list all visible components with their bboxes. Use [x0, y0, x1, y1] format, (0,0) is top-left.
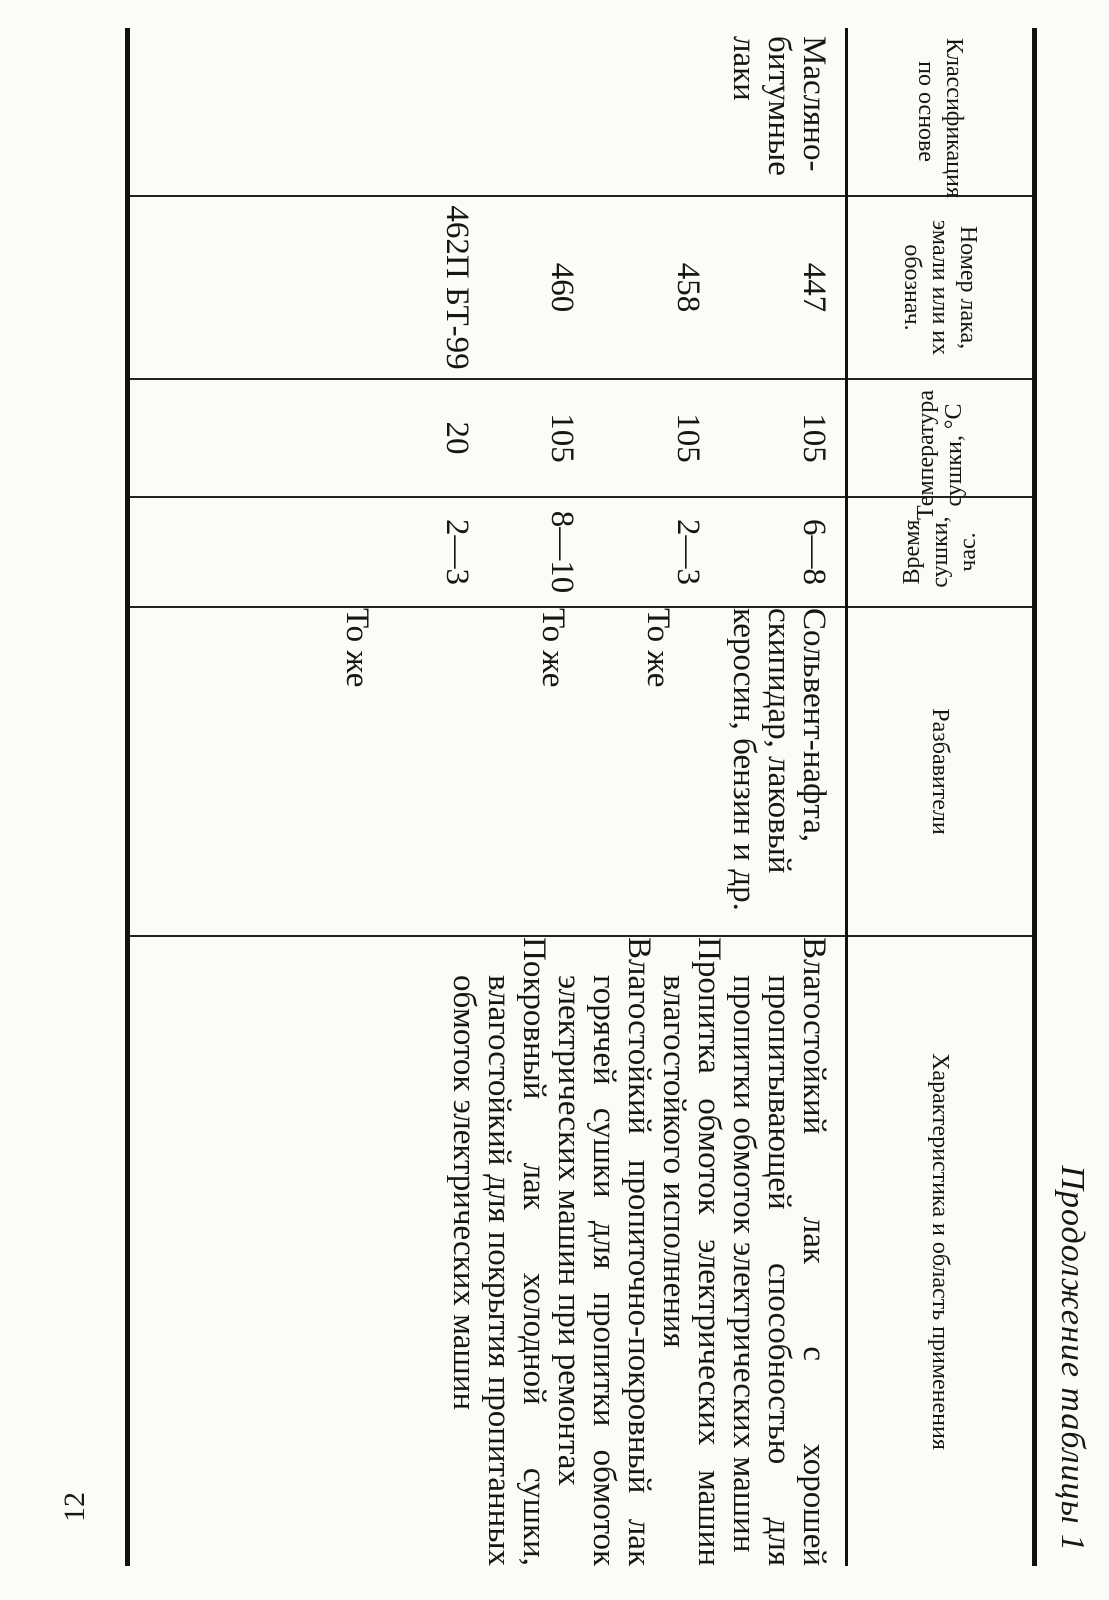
table-row — [128, 28, 847, 1566]
lacquer-number: 462П БТ-99 — [439, 205, 475, 370]
description-entry: Пропитка обмоток электрических машин влагостойкого исполнения — [656, 937, 727, 1566]
drying-temperature: 105 — [544, 413, 580, 463]
rotated-table-page — [105, 28, 1097, 1566]
thinners-text: То же — [339, 608, 375, 688]
thinners-text: Сольвент-нафта, скипидар, лаковый керосин, бензин и др. — [726, 608, 832, 911]
thinners-cell — [128, 607, 847, 936]
header-classification: Классификация по основе — [847, 28, 1035, 196]
thinners-text: То же — [535, 608, 571, 688]
continuation-title: Продолжение таблицы 1 — [1054, 1165, 1091, 1552]
lacquer-number: 458 — [670, 262, 706, 313]
lacquer-number: 460 — [544, 262, 580, 313]
drying-time: 2—3 — [670, 519, 706, 585]
thinners-text: То же — [640, 608, 676, 688]
lacquer-number: 447 — [796, 262, 832, 313]
header-drying-time: Время сушки, час. — [847, 497, 1035, 607]
table-header-row — [847, 28, 1035, 1566]
description-entry: Влагостойкий лак с хорошей пропитывающей способностью для пропитки обмоток электрических машин — [726, 937, 832, 1566]
number-cell — [128, 196, 847, 379]
drying-time: 2—3 — [439, 519, 475, 585]
drying-temperature: 20 — [439, 421, 475, 455]
header-lacquer-number: Номер лака, эмали или их обознач. — [847, 196, 1035, 379]
header-drying-temperature: Температура сушки, °С — [847, 379, 1035, 497]
description-entry: Влагостойкий пропиточно-покровный лак горячей сушки для пропитки обмоток электрических машин при ремонтах — [551, 937, 657, 1566]
time-cell — [128, 497, 847, 607]
header-thinners: Разбавители — [847, 607, 1035, 936]
classification-cell — [128, 28, 847, 196]
drying-time: 8—10 — [544, 510, 580, 594]
lacquer-table — [125, 28, 1037, 1566]
temperature-cell — [128, 379, 847, 497]
page-number: 12 — [58, 1492, 91, 1522]
drying-temperature: 105 — [796, 413, 832, 463]
description-cell — [128, 936, 847, 1566]
header-description: Характеристика и область применения — [847, 936, 1035, 1566]
drying-temperature: 105 — [670, 413, 706, 463]
description-entry: Покровный лак холодной сушки, влагостойкий для покрытия пропитанных обмоток электрических машин — [446, 937, 552, 1566]
drying-time: 6—8 — [796, 519, 832, 585]
classification-text: Масляно-битумные лаки — [726, 36, 832, 176]
